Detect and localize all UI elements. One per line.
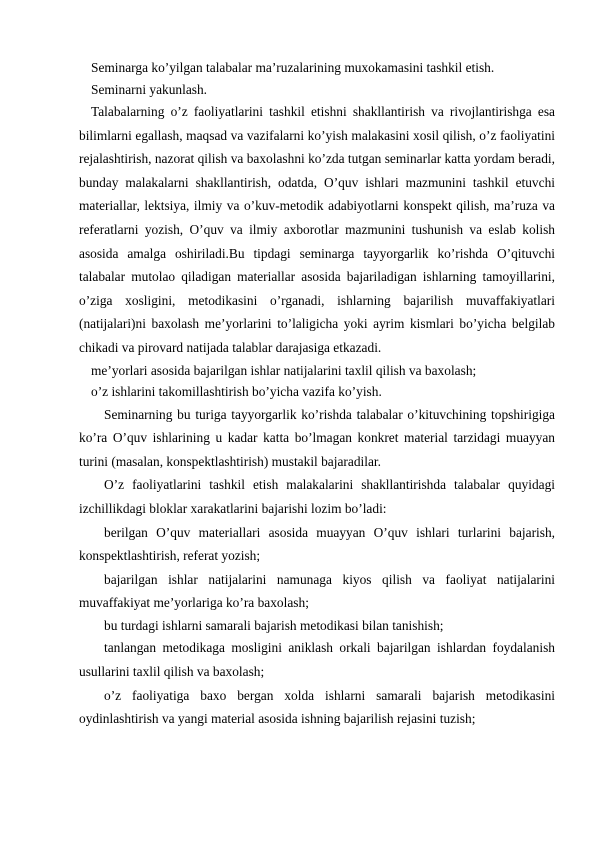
list-item-plan: o’z faoliyatiga baxo bergan xolda ishlarni samarali bajarish metodikasini oydinlashtirish va yangi material asosida ishning bajarilish rejasini tuzish; bbox=[79, 687, 555, 727]
list-item-given-materials: berilgan O’quv materiallari asosida muayyan O’quv ishlari turlarini bajarish, konspektlashtirish, referat yozish; bbox=[79, 524, 555, 564]
paragraph-blocks-intro: O’z faoliyatlarini tashkil etish malakalarini shakllantirishda talabalar quyidagi izchillikdagi bloklar xarakatlarini bajarishi lozim bo’ladi: bbox=[79, 477, 555, 516]
list-item-analysis: tanlangan metodikaga mosligini aniklash orkali bajarilgan ishlardan foydalanish usullarini taxlil qilish va baxolash; bbox=[79, 640, 555, 679]
paragraph-self-organization: Talabalarning o’z faoliyatlarini tashkil etishni shakllantirish va rivojlantirishga esa bilimlarni egallash, maqsad va vazifalarni ko’yish malakasini xosil qilish, o’z faoliyatini rejalashtirish, nazorat qilish va baxolashni ko’zda tutgan seminarlar katta yordam beradi, bunday malakalarni shakllantirish, odatda, O’quv ishlari mazmunini tashkil etuvchi materiallar, lektsiya, ilmiy va o’kuv-metodik adabiyotlarni konspekt qilish, ma’ruza va referatlarni yozish, O’quv va ilmiy axborotlar mazmunini tushunish va eslab kolish asosida amalga oshiriladi.Bu tipdagi seminarga tayyorgarlik ko’rishda O’qituvchi talabalar mutolao qiladigan materiallar asosida bajariladigan ishlarning tamoyillarini, o’ziga xosligini, metodikasini o’rganadi, ishlarning bajarilish muvaffakiyatlari (natijalari)ni baxolash me’yorlarini to’laligicha yoki ayrim kismlari bo’yicha belgilab chikadi va pirovard natijada talablar darajasiga etkazadi. bbox=[79, 104, 555, 355]
paragraph-seminar-closing: Seminarni yakunlash. bbox=[91, 81, 208, 97]
document-page bbox=[79, 57, 555, 731]
paragraph-evaluation: me’yorlari asosida bajarilgan ishlar natijalarini taxlil qilish va baxolash; bbox=[91, 362, 477, 378]
list-item-methodology: bu turdagi ishlarni samarali bajarish metodikasi bilan tanishish; bbox=[104, 617, 444, 633]
paragraph-improvement: o’z ishlarini takomillashtirish bo’yicha vazifa ko’yish. bbox=[91, 384, 382, 400]
paragraph-seminar-type: Seminarning bu turiga tayyorgarlik ko’rishda talabalar o’kituvchining topshirigiga ko’ra O’quv ishlarining u kadar katta bo’lmagan konkret material tarzidagi muayyan turini (masalan, konspektlashtirish) mustakil bajaradilar. bbox=[79, 406, 555, 469]
list-item-compare-results: bajarilgan ishlar natijalarini namunaga kiyos qilish va faoliyat natijalarini muvaffakiyat me’yorlariga ko’ra baxolash; bbox=[79, 571, 555, 611]
paragraph-seminar-discussion: Seminarga ko’yilgan talabalar ma’ruzalarining muxokamasini tashkil etish. bbox=[91, 60, 495, 75]
